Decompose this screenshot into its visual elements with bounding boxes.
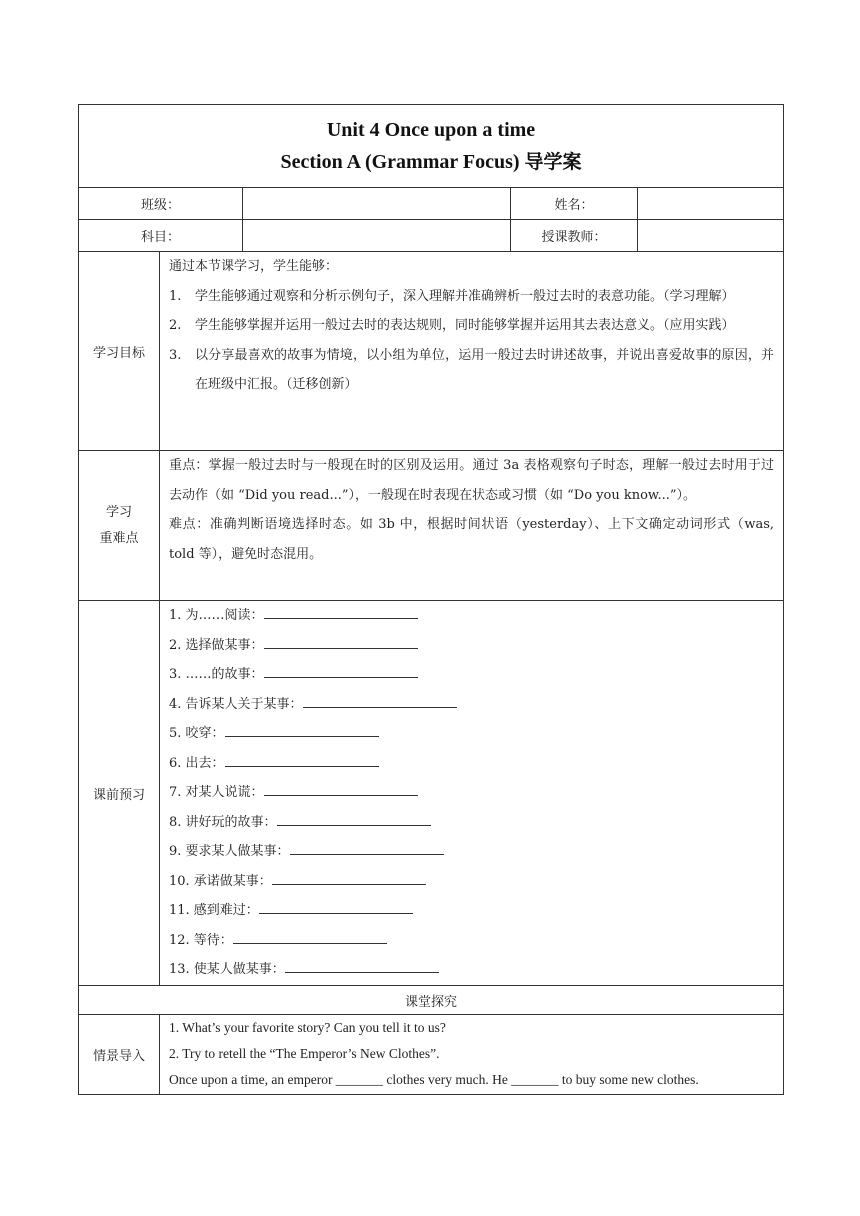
subject-label: 科目： — [79, 220, 243, 252]
worksheet-table — [78, 104, 784, 1095]
answer-blank[interactable] — [264, 665, 418, 678]
subject-teacher-row — [79, 220, 784, 252]
name-label: 姓名： — [511, 188, 638, 220]
preview-prompt: 6. 出去： — [169, 755, 225, 771]
preview-item — [169, 926, 774, 956]
key-points-content — [160, 451, 784, 601]
objectives-content — [160, 252, 784, 451]
preview-item — [169, 749, 774, 779]
answer-blank[interactable] — [285, 960, 439, 973]
objective-item — [169, 282, 774, 312]
title-cell — [79, 105, 784, 188]
answer-blank[interactable] — [277, 813, 431, 826]
preview-prompt: 2. 选择做某事： — [169, 637, 264, 653]
answer-blank[interactable] — [225, 724, 379, 737]
class-field[interactable] — [243, 188, 511, 220]
name-field[interactable] — [638, 188, 784, 220]
objective-number: 1. — [169, 288, 182, 304]
preview-prompt: 3. ……的故事： — [169, 667, 264, 682]
focus-text: 重点：掌握一般过去时与一般现在时的区别及运用。通过 3a 表格观察句子时态，理解一般过去时用于过去动作（如 “Did you read...”），一般现在时表现在状态或习惯（如 “Do you know...”）。 — [169, 458, 775, 503]
key-points-label — [79, 451, 160, 601]
preview-prompt: 10. 承诺做某事： — [169, 873, 272, 889]
answer-blank[interactable] — [272, 872, 426, 885]
section-title — [79, 146, 783, 178]
lead-in-label: 情景导入 — [79, 1015, 160, 1095]
answer-blank[interactable] — [264, 636, 418, 649]
teacher-field[interactable] — [638, 220, 784, 252]
preview-item — [169, 660, 774, 690]
preview-item — [169, 778, 774, 808]
preview-item — [169, 896, 774, 926]
preview-item — [169, 601, 774, 631]
preview-item — [169, 837, 774, 867]
preview-prompt: 11. 感到难过： — [169, 903, 259, 918]
lead-in-row — [79, 1015, 784, 1095]
preview-item — [169, 867, 774, 897]
answer-blank[interactable] — [259, 901, 413, 914]
title-row — [79, 105, 784, 188]
lead-in-question: 1. What’s your favorite story? Can you tell it to us? — [169, 1020, 446, 1035]
lead-in-task: 2. Try to retell the “The Emperor’s New Clothes”. — [169, 1046, 440, 1061]
preview-row — [79, 601, 784, 986]
answer-blank[interactable] — [264, 606, 418, 619]
unit-title: Unit 4 Once upon a time — [326, 119, 536, 141]
objective-item — [169, 311, 774, 341]
key-points-row — [79, 451, 784, 601]
class-explore-heading: 课堂探究 — [79, 986, 784, 1015]
preview-item — [169, 631, 774, 661]
key-points-label-line2: 重难点 — [99, 530, 139, 546]
preview-prompt: 7. 对某人说谎： — [169, 785, 264, 800]
class-name-row — [79, 188, 784, 220]
lead-in-content — [160, 1015, 784, 1095]
objective-number: 2. — [169, 318, 182, 333]
preview-prompt: 9. 要求某人做某事： — [169, 844, 290, 859]
objectives-intro: 通过本节课学习，学生能够： — [169, 259, 339, 274]
preview-item — [169, 955, 774, 985]
preview-item — [169, 690, 774, 720]
answer-blank[interactable] — [264, 783, 418, 796]
preview-prompt: 5. 咬穿： — [169, 726, 225, 741]
preview-prompt: 4. 告诉某人关于某事： — [169, 696, 303, 712]
class-label: 班级： — [79, 188, 243, 220]
preview-item — [169, 719, 774, 749]
lead-in-passage: Once upon a time, an emperor _______ clothes very much. He _______ to buy some new clothes. — [169, 1072, 699, 1087]
objective-text: 学生能够掌握并运用一般过去时的表达规则，同时能够掌握并运用其去表达意义。（应用实践） — [195, 318, 735, 333]
section-title-cn: 导学案 — [524, 151, 582, 173]
answer-blank[interactable] — [233, 931, 387, 944]
objectives-row — [79, 252, 784, 451]
objective-text: 以分享最喜欢的故事为情境，以小组为单位，运用一般过去时讲述故事，并说出喜爱故事的原因，并在班级中汇报。（迁移创新） — [195, 347, 775, 392]
teacher-label: 授课教师： — [511, 220, 638, 252]
preview-prompt: 8. 讲好玩的故事： — [169, 814, 277, 830]
preview-prompt: 12. 等待： — [169, 932, 233, 948]
key-points-label-line1: 学习 — [105, 504, 132, 520]
objective-text: 学生能够通过观察和分析示例句子，深入理解并准确辨析一般过去时的表意功能。（学习理解） — [195, 288, 735, 304]
answer-blank[interactable] — [290, 842, 444, 855]
preview-label: 课前预习 — [79, 601, 160, 986]
section-title-en: Section A (Grammar Focus) — [280, 151, 520, 173]
answer-blank[interactable] — [303, 695, 457, 708]
objective-number: 3. — [169, 347, 182, 363]
objective-item — [169, 341, 774, 400]
preview-prompt: 1. 为……阅读： — [169, 608, 264, 623]
objectives-label: 学习目标 — [79, 252, 160, 451]
difficulty-text: 难点：准确判断语境选择时态。如 3b 中，根据时间状语（yesterday）、上下文确定动词形式（was, told 等），避免时态混用。 — [169, 517, 775, 562]
subject-field[interactable] — [243, 220, 511, 252]
answer-blank[interactable] — [225, 754, 379, 767]
class-explore-row — [79, 986, 784, 1015]
preview-prompt: 13. 使某人做某事： — [169, 962, 285, 977]
preview-content — [160, 601, 784, 986]
preview-item — [169, 808, 774, 838]
